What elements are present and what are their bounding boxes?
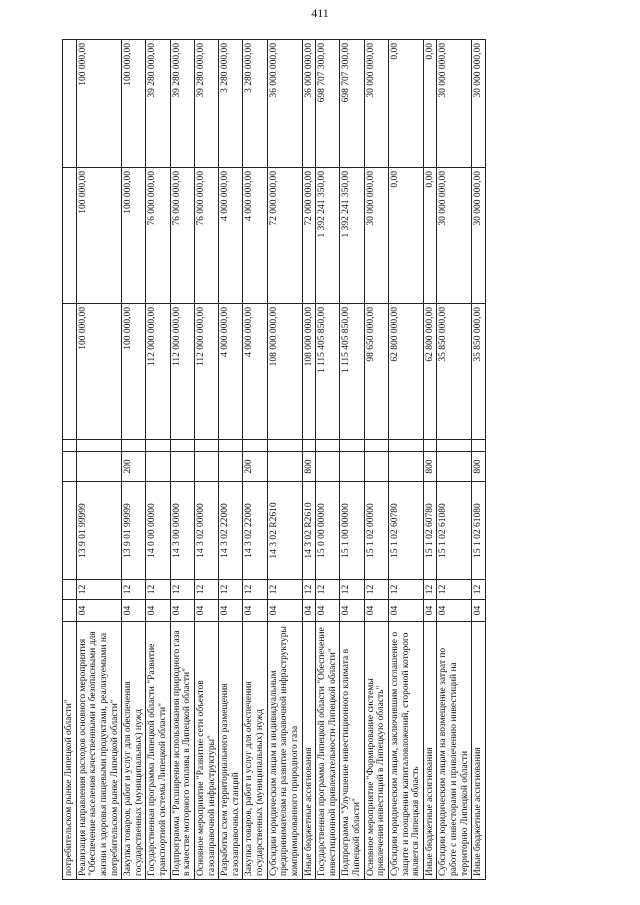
blank-cell bbox=[388, 440, 423, 452]
target-article-cell: 14 3 02 R2610 bbox=[267, 482, 302, 580]
target-article-cell: 13 9 01 99999 bbox=[76, 482, 122, 580]
expense-type-cell bbox=[437, 452, 472, 482]
section-code-cell: 04 bbox=[364, 600, 388, 622]
blank-cell bbox=[122, 440, 146, 452]
amount-year2-cell: 100 000,00 bbox=[122, 168, 146, 304]
section-code-cell: 04 bbox=[437, 600, 472, 622]
section-code-cell: 04 bbox=[219, 600, 243, 622]
item-name-cell: Подпрограмма "Улучшение инвестиционного климата в Липецкой области" bbox=[340, 622, 364, 880]
table-row bbox=[302, 40, 316, 880]
table-row bbox=[194, 40, 218, 880]
subsection-code-cell: 12 bbox=[364, 580, 388, 600]
subsection-code-cell: 12 bbox=[437, 580, 472, 600]
table-row bbox=[122, 40, 146, 880]
subsection-code-cell: 12 bbox=[316, 580, 340, 600]
section-code-cell: 04 bbox=[122, 600, 146, 622]
amount-year3-cell: 39 280 000,00 bbox=[194, 40, 218, 168]
amount-year3-cell: 698 707 300,00 bbox=[340, 40, 364, 168]
blank-cell bbox=[267, 440, 302, 452]
subsection-code-cell: 12 bbox=[340, 580, 364, 600]
subsection-code-cell: 12 bbox=[76, 580, 122, 600]
expense-type-cell bbox=[146, 452, 170, 482]
blank-cell bbox=[76, 440, 122, 452]
expense-type-cell: 200 bbox=[122, 452, 146, 482]
amount-year3-cell: 3 280 000,00 bbox=[243, 40, 267, 168]
target-article-cell: 14 3 00 00000 bbox=[170, 482, 194, 580]
amount-year1-cell: 35 850 000,00 bbox=[472, 304, 486, 440]
amount-year2-cell: 76 000 000,00 bbox=[146, 168, 170, 304]
amount-year2-cell: 72 000 000,00 bbox=[267, 168, 302, 304]
target-article-cell: 15 1 02 60780 bbox=[388, 482, 423, 580]
item-name-cell: Реализация направления расходов основного мероприятия "Обеспечение населения качественными и безопасными для жизни и здоровья пищевыми продуктами, реализуемыми на потребительском рынке Липецкой области" bbox=[76, 622, 122, 880]
expense-type-cell: 800 bbox=[472, 452, 486, 482]
item-name-cell: Основное мероприятие "Формирование системы привлечения инвестиций в Липецкую область" bbox=[364, 622, 388, 880]
amount-year1-cell: 4 000 000,00 bbox=[219, 304, 243, 440]
item-name-cell: Разработка схем территориального размещения газозаправочных станций bbox=[219, 622, 243, 880]
page-number: 411 bbox=[311, 6, 329, 20]
section-code-cell: 04 bbox=[170, 600, 194, 622]
amount-year2-cell: 72 000 000,00 bbox=[302, 168, 316, 304]
amount-year2-cell: 4 000 000,00 bbox=[219, 168, 243, 304]
blank-cell bbox=[316, 440, 340, 452]
item-name-cell: Субсидии юридическим лицам, заключившим соглашение о защите и поощрении капиталовложений, стороной которого является Липецкая область bbox=[388, 622, 423, 880]
target-article-cell: 14 3 02 22000 bbox=[243, 482, 267, 580]
blank-cell bbox=[146, 440, 170, 452]
table-body bbox=[63, 40, 486, 880]
expense-type-cell bbox=[194, 452, 218, 482]
section-code-cell: 04 bbox=[316, 600, 340, 622]
amount-year3-cell: 0,00 bbox=[388, 40, 423, 168]
amount-year3-cell: 0,00 bbox=[423, 40, 437, 168]
subsection-code-cell: 12 bbox=[423, 580, 437, 600]
blank-cell bbox=[364, 440, 388, 452]
section-code-cell: 04 bbox=[194, 600, 218, 622]
amount-year3-cell: 3 280 000,00 bbox=[219, 40, 243, 168]
item-name-cell: Закупка товаров, работ и услуг для обеспечения государственных (муниципальных) нужд bbox=[243, 622, 267, 880]
amount-year1-cell: 35 850 000,00 bbox=[437, 304, 472, 440]
blank-cell bbox=[423, 440, 437, 452]
blank-cell bbox=[472, 440, 486, 452]
amount-year1-cell: 1 115 405 850,00 bbox=[316, 304, 340, 440]
expense-type-cell bbox=[267, 452, 302, 482]
item-name-cell: Основное мероприятие "Развитие сети объектов газозаправочной инфраструктуры" bbox=[194, 622, 218, 880]
expense-type-cell bbox=[76, 452, 122, 482]
table-row bbox=[364, 40, 388, 880]
subsection-code-cell bbox=[63, 580, 77, 600]
amount-year2-cell: 4 000 000,00 bbox=[243, 168, 267, 304]
amount-year3-cell bbox=[63, 40, 77, 168]
amount-year3-cell: 30 000 000,00 bbox=[472, 40, 486, 168]
amount-year2-cell: 1 392 241 350,00 bbox=[340, 168, 364, 304]
subsection-code-cell: 12 bbox=[170, 580, 194, 600]
target-article-cell: 15 1 02 61080 bbox=[472, 482, 486, 580]
subsection-code-cell: 12 bbox=[122, 580, 146, 600]
item-name-cell: Государственная программа Липецкой области "Развитие транспортной системы Липецкой области" bbox=[146, 622, 170, 880]
amount-year1-cell: 100 000,00 bbox=[76, 304, 122, 440]
blank-cell bbox=[437, 440, 472, 452]
section-code-cell: 04 bbox=[76, 600, 122, 622]
rotated-page-content bbox=[62, 40, 592, 880]
target-article-cell: 14 0 00 00000 bbox=[146, 482, 170, 580]
expense-type-cell: 800 bbox=[423, 452, 437, 482]
amount-year2-cell: 30 000 000,00 bbox=[437, 168, 472, 304]
amount-year2-cell: 100 000,00 bbox=[76, 168, 122, 304]
section-code-cell: 04 bbox=[302, 600, 316, 622]
amount-year2-cell bbox=[63, 168, 77, 304]
item-name-cell: Подпрограмма "Расширение использования природного газа в качестве моторного топлива в Липецкой области" bbox=[170, 622, 194, 880]
target-article-cell: 15 1 00 00000 bbox=[340, 482, 364, 580]
blank-cell bbox=[63, 440, 77, 452]
amount-year3-cell: 39 280 000,00 bbox=[170, 40, 194, 168]
subsection-code-cell: 12 bbox=[243, 580, 267, 600]
section-code-cell: 04 bbox=[340, 600, 364, 622]
amount-year2-cell: 1 392 241 350,00 bbox=[316, 168, 340, 304]
amount-year2-cell: 76 000 000,00 bbox=[194, 168, 218, 304]
amount-year1-cell: 108 000 000,00 bbox=[302, 304, 316, 440]
item-name-cell: Иные бюджетные ассигнования bbox=[302, 622, 316, 880]
subsection-code-cell: 12 bbox=[302, 580, 316, 600]
expense-type-cell bbox=[316, 452, 340, 482]
target-article-cell: 15 1 02 00000 bbox=[364, 482, 388, 580]
subsection-code-cell: 12 bbox=[388, 580, 423, 600]
table-row bbox=[76, 40, 122, 880]
subsection-code-cell: 12 bbox=[219, 580, 243, 600]
item-name-cell: Иные бюджетные ассигнования bbox=[423, 622, 437, 880]
expense-type-cell bbox=[170, 452, 194, 482]
amount-year2-cell: 0,00 bbox=[423, 168, 437, 304]
target-article-cell: 14 3 02 22000 bbox=[219, 482, 243, 580]
amount-year3-cell: 30 000 000,00 bbox=[364, 40, 388, 168]
amount-year1-cell: 112 000 000,00 bbox=[146, 304, 170, 440]
table-row bbox=[170, 40, 194, 880]
section-code-cell bbox=[63, 600, 77, 622]
target-article-cell: 15 1 02 61080 bbox=[437, 482, 472, 580]
section-code-cell: 04 bbox=[423, 600, 437, 622]
item-name-cell: Субсидии юридическим лицам на возмещение затрат по работе с инвесторами и привлечению инвестиций на территорию Липецкой области bbox=[437, 622, 472, 880]
expense-type-cell bbox=[63, 452, 77, 482]
subsection-code-cell: 12 bbox=[472, 580, 486, 600]
amount-year3-cell: 698 707 300,00 bbox=[316, 40, 340, 168]
amount-year2-cell: 30 000 000,00 bbox=[472, 168, 486, 304]
target-article-cell: 15 0 00 00000 bbox=[316, 482, 340, 580]
section-code-cell: 04 bbox=[388, 600, 423, 622]
target-article-cell bbox=[63, 482, 77, 580]
section-code-cell: 04 bbox=[146, 600, 170, 622]
table-row bbox=[146, 40, 170, 880]
expense-type-cell bbox=[364, 452, 388, 482]
expense-type-cell: 800 bbox=[302, 452, 316, 482]
table-row bbox=[243, 40, 267, 880]
item-name-cell: Закупка товаров, работ и услуг для обеспечения государственных (муниципальных) нужд bbox=[122, 622, 146, 880]
table-row bbox=[267, 40, 302, 880]
item-name-cell: Иные бюджетные ассигнования bbox=[472, 622, 486, 880]
table-row bbox=[219, 40, 243, 880]
target-article-cell: 14 3 02 00000 bbox=[194, 482, 218, 580]
amount-year1-cell: 98 650 000,00 bbox=[364, 304, 388, 440]
amount-year1-cell: 1 115 405 850,00 bbox=[340, 304, 364, 440]
item-name-cell: потребительском рынке Липецкой области" bbox=[63, 622, 77, 880]
blank-cell bbox=[340, 440, 364, 452]
amount-year1-cell: 100 000,00 bbox=[122, 304, 146, 440]
blank-cell bbox=[302, 440, 316, 452]
amount-year3-cell: 39 280 000,00 bbox=[146, 40, 170, 168]
subsection-code-cell: 12 bbox=[146, 580, 170, 600]
table-row bbox=[423, 40, 437, 880]
target-article-cell: 13 9 01 99999 bbox=[122, 482, 146, 580]
section-code-cell: 04 bbox=[243, 600, 267, 622]
expense-type-cell bbox=[340, 452, 364, 482]
item-name-cell: Государственная программа Липецкой области "Обеспечение инвестиционной привлекательности Липецкой области" bbox=[316, 622, 340, 880]
expense-type-cell: 200 bbox=[243, 452, 267, 482]
blank-cell bbox=[243, 440, 267, 452]
amount-year1-cell: 62 800 000,00 bbox=[423, 304, 437, 440]
expense-type-cell bbox=[219, 452, 243, 482]
amount-year1-cell: 112 000 000,00 bbox=[194, 304, 218, 440]
table-row bbox=[63, 40, 77, 880]
section-code-cell: 04 bbox=[472, 600, 486, 622]
amount-year3-cell: 100 000,00 bbox=[122, 40, 146, 168]
table-row bbox=[472, 40, 486, 880]
amount-year1-cell bbox=[63, 304, 77, 440]
section-code-cell: 04 bbox=[267, 600, 302, 622]
table-row bbox=[340, 40, 364, 880]
amount-year3-cell: 36 000 000,00 bbox=[302, 40, 316, 168]
amount-year2-cell: 0,00 bbox=[388, 168, 423, 304]
target-article-cell: 14 3 02 R2610 bbox=[302, 482, 316, 580]
amount-year2-cell: 30 000 000,00 bbox=[364, 168, 388, 304]
amount-year3-cell: 100 000,00 bbox=[76, 40, 122, 168]
expense-type-cell bbox=[388, 452, 423, 482]
budget-table bbox=[62, 39, 486, 880]
table-row bbox=[388, 40, 423, 880]
item-name-cell: Субсидии юридическим лицам и индивидуальным предпринимателям на развитие заправочной инфраструктуры компримированного природного газа bbox=[267, 622, 302, 880]
table-row bbox=[316, 40, 340, 880]
subsection-code-cell: 12 bbox=[267, 580, 302, 600]
blank-cell bbox=[219, 440, 243, 452]
amount-year3-cell: 36 000 000,00 bbox=[267, 40, 302, 168]
table-row bbox=[437, 40, 472, 880]
amount-year1-cell: 108 000 000,00 bbox=[267, 304, 302, 440]
blank-cell bbox=[170, 440, 194, 452]
amount-year1-cell: 4 000 000,00 bbox=[243, 304, 267, 440]
amount-year3-cell: 30 000 000,00 bbox=[437, 40, 472, 168]
blank-cell bbox=[194, 440, 218, 452]
amount-year2-cell: 76 000 000,00 bbox=[170, 168, 194, 304]
target-article-cell: 15 1 02 60780 bbox=[423, 482, 437, 580]
amount-year1-cell: 112 000 000,00 bbox=[170, 304, 194, 440]
amount-year1-cell: 62 800 000,00 bbox=[388, 304, 423, 440]
subsection-code-cell: 12 bbox=[194, 580, 218, 600]
